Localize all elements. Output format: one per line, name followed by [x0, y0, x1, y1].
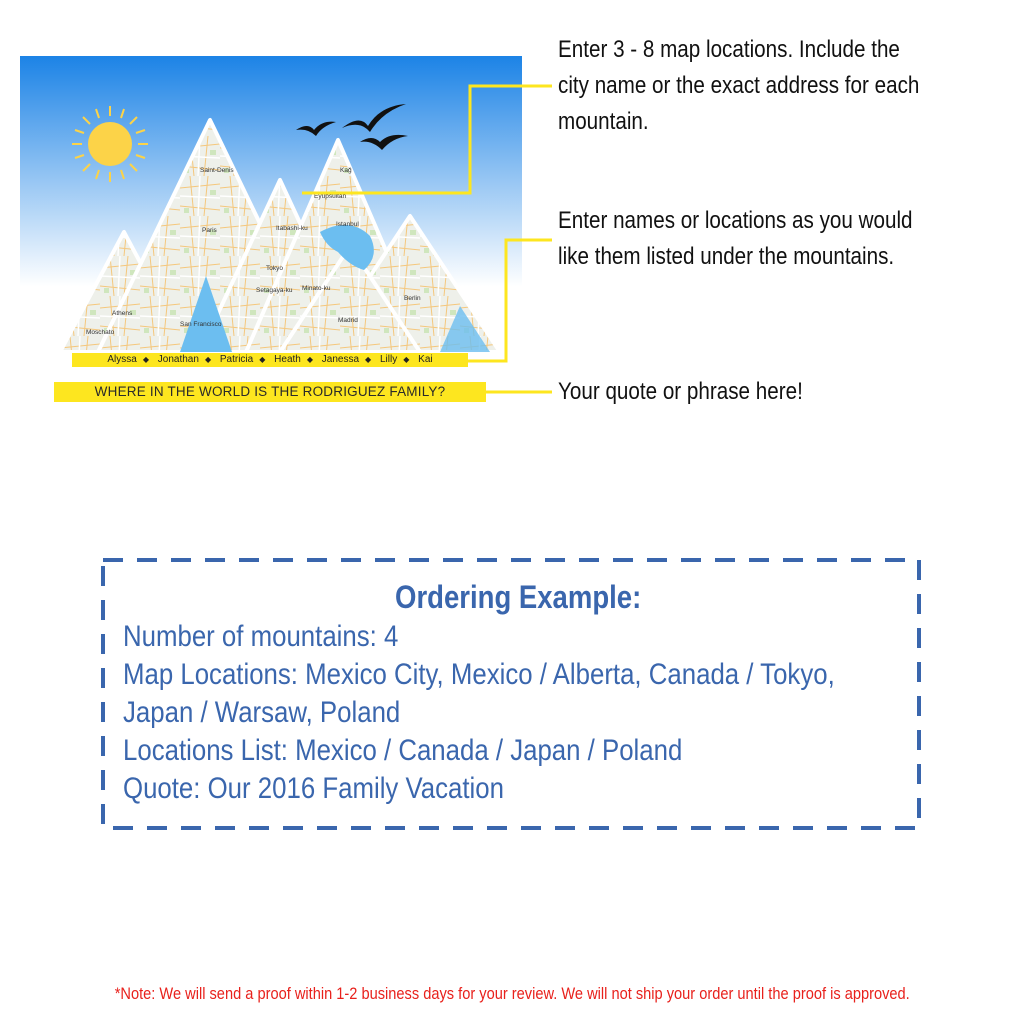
example-line: Map Locations: Mexico City, Mexico / Alberta, Canada / Tokyo, [123, 658, 835, 691]
name-item: Heath [274, 354, 301, 365]
separator-icon: ◆ [403, 355, 410, 364]
map-label: Moschato [86, 329, 115, 336]
name-item: Patricia [219, 354, 254, 365]
callout-line: like them listed under the mountains. [558, 243, 895, 270]
map-label: Eyüpsultan [314, 193, 347, 200]
callout-names [558, 203, 988, 275]
map-label: Madrid [338, 317, 358, 324]
example-line: Quote: Our 2016 Family Vacation [123, 772, 504, 805]
map-label: Setagaya-ku [256, 287, 293, 294]
quote-bar: WHERE IN THE WORLD IS THE RODRIGUEZ FAMILY? [54, 382, 486, 402]
example-line: Japan / Warsaw, Poland [123, 696, 401, 729]
map-label: Paris [202, 227, 217, 234]
name-item: Janessa [321, 354, 360, 365]
name-item: Lilly [379, 354, 398, 365]
callout-line: Enter names or locations as you would [558, 207, 913, 234]
map-label: Athens [112, 310, 133, 317]
proof-note: *Note: We will send a proof within 1-2 business days for your review. We will not ship your order until the proof is approved. [114, 984, 910, 1003]
ordering-example-box [101, 558, 921, 830]
name-item: Alyssa [107, 354, 137, 365]
map-label: Tokyo [266, 265, 283, 272]
separator-icon: ◆ [365, 355, 372, 364]
map-label: Minato-ku [302, 285, 331, 292]
callout-line: Enter 3 - 8 map locations. Include the [558, 36, 900, 63]
separator-icon: ◆ [142, 355, 149, 364]
map-label: Saint-Denis [200, 167, 234, 174]
callout-line: mountain. [558, 108, 649, 135]
separator-icon: ◆ [259, 355, 266, 364]
callout-quote [558, 374, 978, 410]
map-label: Istanbul [336, 221, 359, 228]
example-line: Number of mountains: 4 [123, 620, 399, 653]
separator-icon: ◆ [204, 355, 212, 364]
example-heading: Ordering Example: [394, 579, 642, 615]
map-label: Berlin [404, 295, 421, 302]
name-item: Jonathan [157, 354, 199, 365]
callout-line: Your quote or phrase here! [558, 378, 803, 405]
map-label: Itabashi-ku [276, 225, 308, 232]
name-item: Kai [418, 354, 433, 365]
callout-line: city name or the exact address for each [558, 72, 920, 99]
map-label: Kağ [340, 167, 352, 174]
separator-icon: ◆ [306, 355, 314, 364]
example-line: Locations List: Mexico / Canada / Japan / Poland [123, 734, 683, 767]
callout-locations [558, 32, 978, 140]
map-label: San Francisco [180, 321, 222, 328]
